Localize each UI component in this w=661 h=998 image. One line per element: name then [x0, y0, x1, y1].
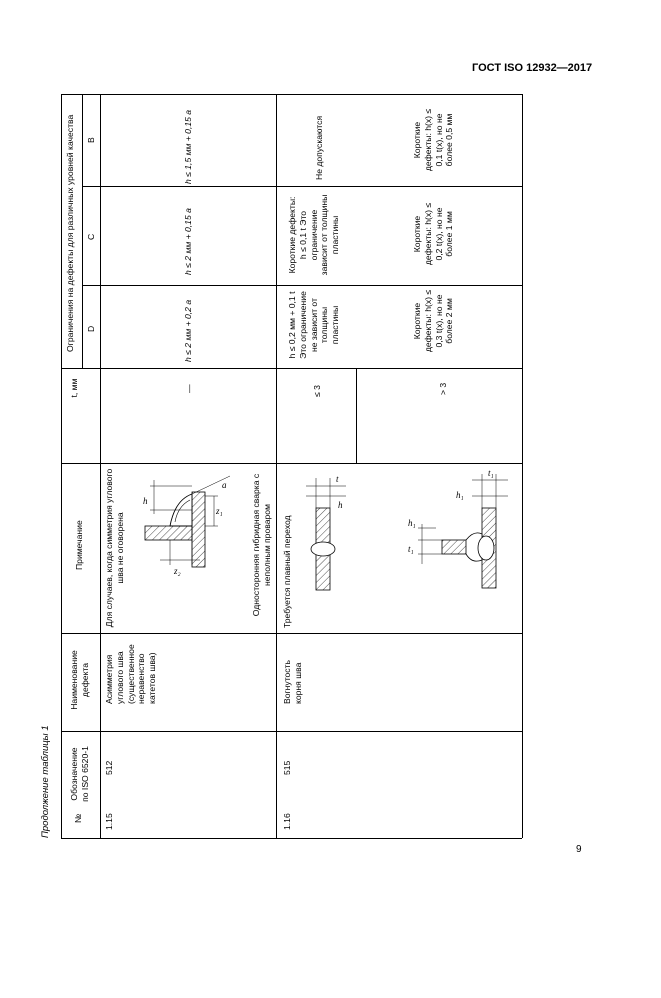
row-115-D: h ≤ 2 мм + 0,2 a — [183, 299, 193, 362]
row-116a-D-text: h ≤ 0,2 мм + 0,1 t Это ограничение не зависит от толщины пластины — [287, 291, 341, 359]
standard-header: ГОСТ ISO 12932—2017 — [472, 62, 593, 74]
header-C: C — [86, 233, 96, 240]
col-sep-D — [82, 285, 522, 286]
table-caption-box — [40, 725, 54, 998]
header-t-text: t, мм — [69, 378, 79, 398]
row-116b-C-text: Короткие дефекты: h(x) ≤ 0,2 t(x), но не более 1 мм — [412, 202, 455, 266]
row-116a-C — [287, 194, 341, 276]
fig115-label-z1: z₁ — [216, 506, 223, 516]
header-iso-text: Обозначение по ISO 6520-1 — [69, 746, 90, 802]
row-116b-D-text: Короткие дефекты: h(x) ≤ 0,3 t(x), но не более 2 мм — [412, 289, 455, 353]
fig115-label-a: a — [222, 480, 227, 490]
row-116-num: 1.16 — [282, 813, 292, 830]
col-sep-C — [82, 186, 522, 187]
row-115-B: h ≤ 1,5 мм + 0,15 a — [183, 109, 193, 184]
fig116-label-h: h — [338, 500, 343, 510]
row-115-iso: 512 — [104, 760, 114, 775]
row-116a-D — [287, 290, 341, 360]
row-116b-t: > 3 — [438, 382, 448, 395]
row-115-note2 — [251, 470, 273, 620]
fig115-label-z2: z₂ — [174, 566, 181, 576]
row-116-name-text: Вогнутость корня шва — [282, 659, 303, 704]
row-116-note: Требуется плавный переход — [282, 515, 292, 628]
row-115-note-text: Для случаев, когда симметрия углового шва не оговорена — [104, 468, 125, 628]
fig116-label-t1-side: t₁ — [408, 544, 414, 554]
row-116b-B — [412, 106, 455, 174]
header-num: № — [73, 813, 83, 823]
row-116b-B-text: Короткие дефекты: h(x) ≤ 0,1 t(x), но не более 0,5 мм — [412, 108, 455, 172]
table-border-top — [61, 94, 522, 95]
row-115-note — [104, 468, 126, 628]
row-115-C: h ≤ 2 мм + 0,15 a — [183, 208, 193, 275]
row-116a-B: Не допускаются — [314, 115, 324, 180]
header-name-text: Наименование дефекта — [69, 650, 90, 710]
header-note: Примечание — [74, 520, 84, 570]
col-sep-t — [61, 368, 522, 369]
col-sep-note — [61, 463, 522, 464]
row-116-name — [282, 644, 304, 704]
col-sep-name — [61, 633, 522, 634]
table-border-left — [61, 94, 62, 838]
row-115-num: 1.15 — [104, 813, 114, 830]
row-115-t: — — [184, 384, 194, 393]
table-caption: Продолжение таблицы 1 — [40, 725, 51, 838]
fig116-label-h1: h₁ — [408, 518, 416, 528]
fig116-label-h1-top: h₁ — [456, 490, 464, 500]
row-separator — [276, 94, 277, 838]
header-t — [69, 376, 80, 400]
subrow-separator — [356, 368, 357, 463]
root-concavity-figure — [296, 468, 521, 618]
fig116-label-t: t — [336, 474, 339, 484]
fig116-label-t1: t₁ — [488, 468, 494, 478]
row-116b-C — [412, 200, 455, 268]
row-115-name-text: Асимметрия углового шва (существенное неравенство катетов шва) — [104, 644, 158, 704]
header-D: D — [86, 325, 96, 332]
header-B: B — [86, 137, 96, 143]
row-115-name — [104, 636, 158, 704]
page-number: 9 — [576, 844, 582, 855]
row-116a-t: ≤ 3 — [312, 385, 322, 397]
table-border-right — [522, 94, 523, 838]
header-name — [69, 650, 91, 710]
header-separator — [100, 94, 101, 838]
table-border-bottom — [61, 838, 522, 839]
col-sep-iso — [61, 731, 522, 732]
header-iso — [69, 744, 91, 804]
fig115-label-h: h — [143, 496, 148, 506]
row-116b-D — [412, 287, 455, 355]
header-limits: Ограничения на дефекты для различных уровней качества — [65, 114, 75, 352]
row-116a-C-text: Короткие дефекты: h ≤ 0,1 t Это ограничение зависит от толщины пластины — [287, 194, 341, 276]
limits-header-separator — [82, 94, 83, 368]
row-115-note2-text: Односторонняя гибридная сварка с неполным проваром — [251, 473, 272, 617]
fillet-weld-figure — [130, 470, 250, 580]
row-116-iso: 515 — [282, 760, 292, 775]
